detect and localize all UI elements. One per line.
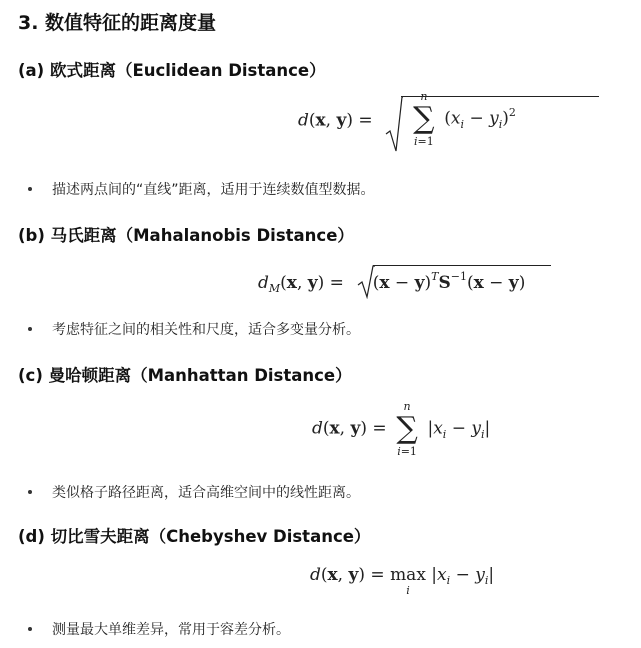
formula-euclidean: d(x, y) = n ∑ i=1 $(x_i - y_i)^2$: [298, 106, 516, 136]
heading-mahalanobis: (b) 马氏距离（Mahalanobis Distance）: [18, 226, 354, 245]
heading-chebyshev: (d) 切比雪夫距离（Chebyshev Distance）: [18, 527, 371, 546]
heading-manhattan: (c) 曼哈顿距离（Manhattan Distance）: [18, 366, 352, 385]
sqrt-sign: [357, 265, 375, 299]
formula-manhattan: d(x, y) = n ∑ i=1 $|x_i - y_i|$: [312, 400, 491, 458]
formula-chebyshev: d(x, y) = max i $|x_i - y_i|$: [310, 565, 495, 597]
sqrt-sign: [385, 96, 403, 154]
formula-mahalanobis: $d_M(x$, y) = $(x - y)^TS^{-1}(x - y)$: [258, 273, 525, 293]
bullet-dot: [28, 327, 32, 331]
section-title: 3. 数值特征的距离度量: [18, 12, 217, 34]
heading-euclidean: (a) 欧式距离（Euclidean Distance）: [18, 61, 326, 80]
bullet-dot: [28, 490, 32, 494]
bullet-dot: [28, 627, 32, 631]
bullet-dot: [28, 187, 32, 191]
